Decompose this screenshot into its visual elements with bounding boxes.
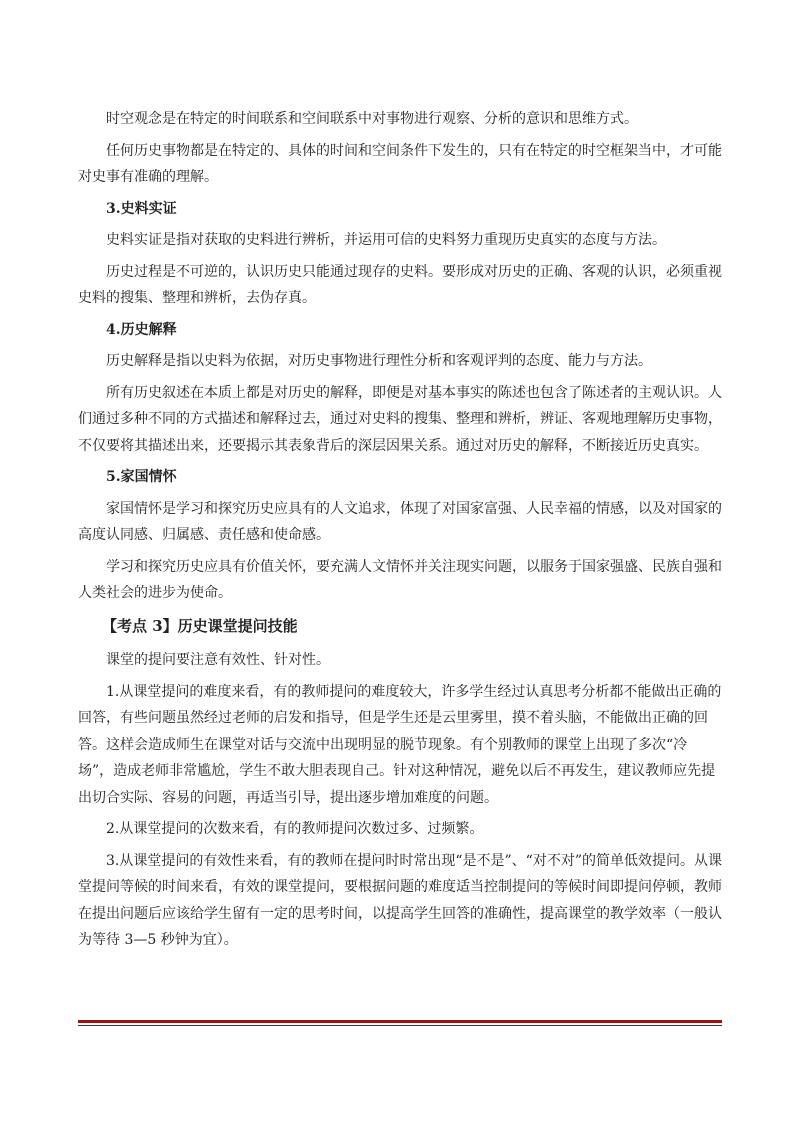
footer-divider-thick: [78, 1020, 722, 1023]
document-body: [78, 106, 722, 959]
paragraph: 学习和探究历史应具有价值关怀，要充满人文情怀并关注现实问题，以服务于国家强盛、民族自强和人类社会的进步为使命。: [78, 558, 722, 601]
paragraph: 1.从课堂提问的难度来看，有的教师提问的难度较大，许多学生经过认真思考分析都不能做出正确的回答，有些问题虽然经过老师的启发和指导，但是学生还是云里雾里，摸不着头脑，不能做出正确的回答。这样会造成师生在课堂对话与交流中出现明显的脱节现象。有个别教师的课堂上出现了多次“冷场”，造成老师非常尴尬，学生不敢大胆表现自己。针对这种情况，避免以后不再发生，建议教师应先提出切合实际、容易的问题，再适当引导，提出逐步增加难度的问题。: [78, 683, 722, 806]
subheading-historical-interpretation: 4.历史解释: [106, 321, 177, 338]
section-title-exam-point-3: 【考点 3】历史课堂提问技能: [102, 616, 298, 635]
paragraph: 历史解释是指以史料为依据，对历史事物进行理性分析和客观评判的态度、能力与方法。: [106, 353, 652, 369]
paragraph: 历史过程是不可逆的，认识历史只能通过现存的史料。要形成对历史的正确、客观的认识，必须重视史料的搜集、整理和辨析，去伪存真。: [78, 263, 722, 306]
paragraph: 所有历史叙述在本质上都是对历史的解释，即便是对基本事实的陈述也包含了陈述者的主观认识。人们通过多种不同的方式描述和解释过去，通过对史料的搜集、整理和辨析，辨证、客观地理解历史事物，不仅要将其描述出来，还要揭示其表象背后的深层因果关系。通过对历史的解释，不断接近历史真实。: [78, 384, 722, 454]
paragraph: 3.从课堂提问的有效性来看，有的教师在提问时时常出现“是不是”、“对不对”的简单低效提问。从课堂提问等候的时间来看，有效的课堂提问，要根据问题的难度适当控制提问的等候时间即提问停顿，教师在提出问题后应该给学生留有一定的思考时间，以提高学生回答的准确性，提高课堂的教学效率（一般认为等待 3—5 秒钟为宜）。: [78, 852, 722, 948]
paragraph: 2.从课堂提问的次数来看，有的教师提问次数过多、过频繁。: [106, 821, 484, 837]
subheading-patriotism: 5.家国情怀: [106, 469, 177, 485]
footer-divider-thin: [78, 1025, 722, 1026]
paragraph: 史料实证是指对获取的史料进行辨析，并运用可信的史料努力重现历史真实的态度与方法。: [106, 232, 666, 248]
paragraph: 任何历史事物都是在特定的、具体的时间和空间条件下发生的，只有在特定的时空框架当中，才可能对史事有准确的理解。: [78, 142, 722, 185]
paragraph: 家国情怀是学习和探究历史应具有的人文追求，体现了对国家富强、人民幸福的情感，以及对国家的高度认同感、归属感、责任感和使命感。: [78, 500, 722, 543]
paragraph: 课堂的提问要注意有效性、针对性。: [106, 652, 330, 668]
subheading-historical-evidence: 3.史料实证: [106, 200, 177, 217]
footer-divider: [78, 1020, 722, 1026]
paragraph: 时空观念是在特定的时间联系和空间联系中对事物进行观察、分析的意识和思维方式。: [106, 111, 638, 127]
